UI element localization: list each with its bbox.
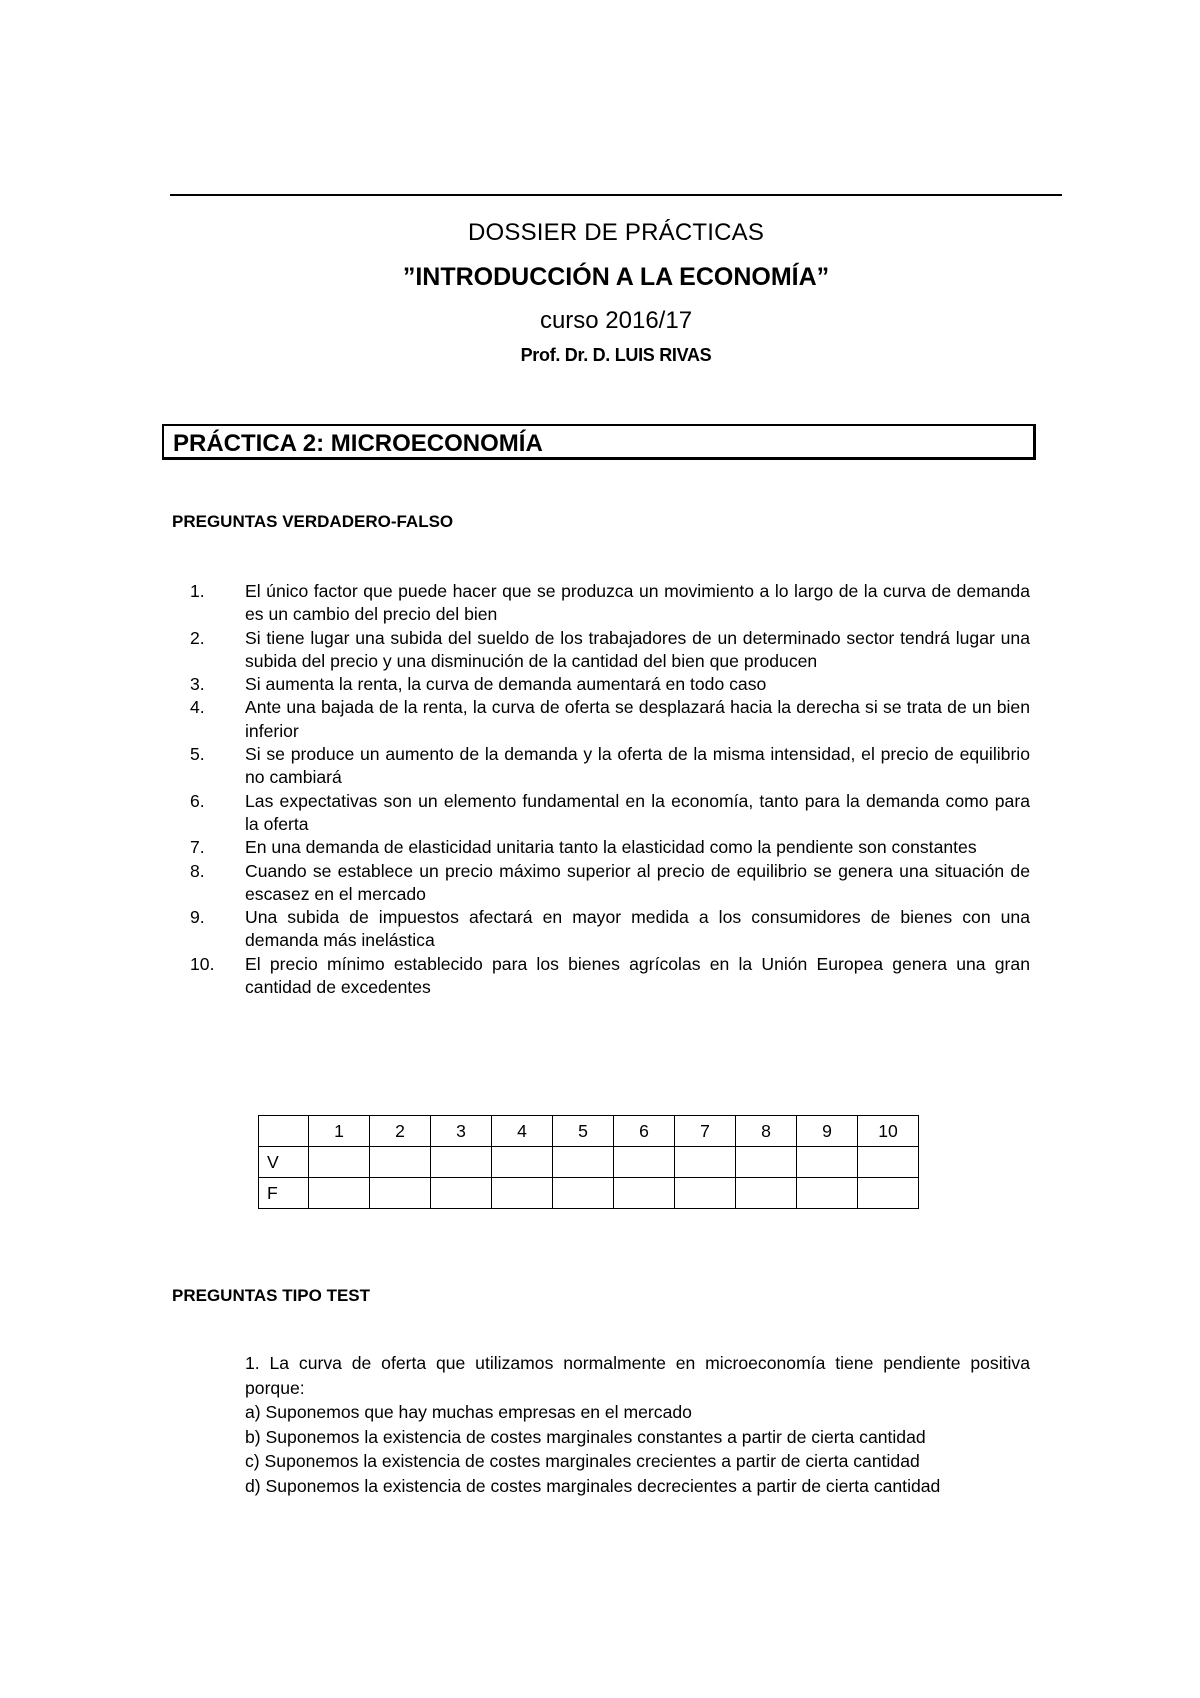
column-header: 9 <box>797 1116 858 1147</box>
answer-row-false <box>259 1178 919 1209</box>
answer-cell <box>370 1178 431 1209</box>
true-false-heading: PREGUNTAS VERDADERO-FALSO <box>172 512 454 531</box>
question-item <box>190 906 1030 953</box>
column-header: 4 <box>492 1116 553 1147</box>
column-header: 2 <box>370 1116 431 1147</box>
question-text: Cuando se establece un precio máximo superior al precio de equilibrio se genera una situación de escasez en el mercado <box>245 860 1030 904</box>
test-option-c: c) Suponemos la existencia de costes marginales crecientes a partir de cierta cantidad <box>245 1451 920 1472</box>
answer-cell <box>370 1147 431 1178</box>
question-text: Si aumenta la renta, la curva de demanda aumentará en todo caso <box>245 674 767 695</box>
question-number: 8. <box>190 860 205 881</box>
question-text: En una demanda de elasticidad unitaria tanto la elasticidad como la pendiente son constantes <box>245 837 977 858</box>
answer-cell <box>736 1147 797 1178</box>
test-option-d: d) Suponemos la existencia de costes marginales decrecientes a partir de cierta cantidad <box>245 1475 941 1496</box>
column-header: 6 <box>614 1116 675 1147</box>
question-number: 1. <box>190 581 205 601</box>
test-heading: PREGUNTAS TIPO TEST <box>172 1286 371 1305</box>
answer-cell <box>858 1178 919 1209</box>
column-header: 10 <box>858 1116 919 1147</box>
practice-title: PRÁCTICA 2: MICROECONOMÍA <box>173 430 543 457</box>
answer-cell <box>797 1147 858 1178</box>
column-header: 5 <box>553 1116 614 1147</box>
column-header: 7 <box>675 1116 736 1147</box>
question-text: Una subida de impuestos afectará en mayor medida a los consumidores de bienes con una demanda más inelástica <box>245 907 1030 951</box>
question-number: 6. <box>190 790 205 811</box>
question-number: 3. <box>190 674 205 695</box>
row-label-f: F <box>259 1178 309 1209</box>
question-item <box>190 580 1030 627</box>
doc-title: DOSSIER DE PRÁCTICAS <box>467 219 765 246</box>
answer-cell <box>553 1147 614 1178</box>
question-number: 9. <box>190 907 205 928</box>
test-option-b: b) Suponemos la existencia de costes marginales constantes a partir de cierta cantidad <box>245 1426 926 1447</box>
test-question-stem: 1. La curva de oferta que utilizamos normalmente en microeconomía tiene pendiente positiva porque: <box>245 1353 1030 1398</box>
top-rule <box>170 194 1062 196</box>
course-title: ”INTRODUCCIÓN A LA ECONOMÍA” <box>402 263 830 291</box>
answer-cell <box>614 1147 675 1178</box>
answer-cell <box>492 1147 553 1178</box>
professor-name: Prof. Dr. D. LUIS RIVAS <box>520 345 712 365</box>
row-label-v: V <box>259 1147 309 1178</box>
answer-cell <box>858 1147 919 1178</box>
test-question-1 <box>245 1351 1030 1499</box>
question-item <box>190 743 1030 790</box>
answer-table-corner-cell <box>259 1116 309 1147</box>
question-text: El único factor que puede hacer que se produzca un movimiento a lo largo de la curva de demanda es un cambio del precio del bien <box>245 581 1030 625</box>
answer-cell <box>675 1147 736 1178</box>
question-text: Ante una bajada de la renta, la curva de oferta se desplazará hacia la derecha si se trata de un bien inferior <box>245 697 1030 741</box>
answer-table-header-row <box>259 1116 919 1147</box>
answer-cell <box>431 1178 492 1209</box>
answer-cell <box>614 1178 675 1209</box>
answer-row-true <box>259 1147 919 1178</box>
document-header <box>170 218 1062 366</box>
question-number: 2. <box>190 627 205 648</box>
answer-cell <box>675 1178 736 1209</box>
question-item <box>190 627 1030 674</box>
test-option-a: a) Suponemos que hay muchas empresas en el mercado <box>245 1402 692 1423</box>
question-text: El precio mínimo establecido para los bienes agrícolas en la Unión Europea genera una gran cantidad de excedentes <box>245 953 1030 998</box>
question-text: Las expectativas son un elemento fundamental en la economía, tanto para la demanda como para la oferta <box>245 790 1030 834</box>
question-number: 10. <box>190 953 215 974</box>
question-number: 7. <box>190 837 205 858</box>
true-false-questions <box>190 580 1030 999</box>
question-text: Si tiene lugar una subida del sueldo de los trabajadores de un determinado sector tendrá lugar una subida del precio y una disminución de la cantidad del bien que producen <box>245 627 1030 671</box>
question-item <box>190 790 1030 837</box>
column-header: 1 <box>309 1116 370 1147</box>
answer-cell <box>797 1178 858 1209</box>
question-number: 4. <box>190 697 205 718</box>
answer-cell <box>309 1147 370 1178</box>
question-item <box>190 836 1030 859</box>
question-item <box>190 953 1030 1000</box>
answer-table <box>258 1115 919 1209</box>
question-item <box>190 673 1030 696</box>
course-year: curso 2016/17 <box>539 307 693 334</box>
answer-cell <box>431 1147 492 1178</box>
answer-cell <box>309 1178 370 1209</box>
column-header: 8 <box>736 1116 797 1147</box>
answer-cell <box>736 1178 797 1209</box>
question-item <box>190 860 1030 907</box>
question-number: 5. <box>190 744 205 765</box>
question-text: Si se produce un aumento de la demanda y la oferta de la misma intensidad, el precio de equilibrio no cambiará <box>245 744 1030 788</box>
question-item <box>190 696 1030 743</box>
answer-cell <box>492 1178 553 1209</box>
answer-cell <box>553 1178 614 1209</box>
column-header: 3 <box>431 1116 492 1147</box>
practice-title-box <box>162 424 1036 460</box>
